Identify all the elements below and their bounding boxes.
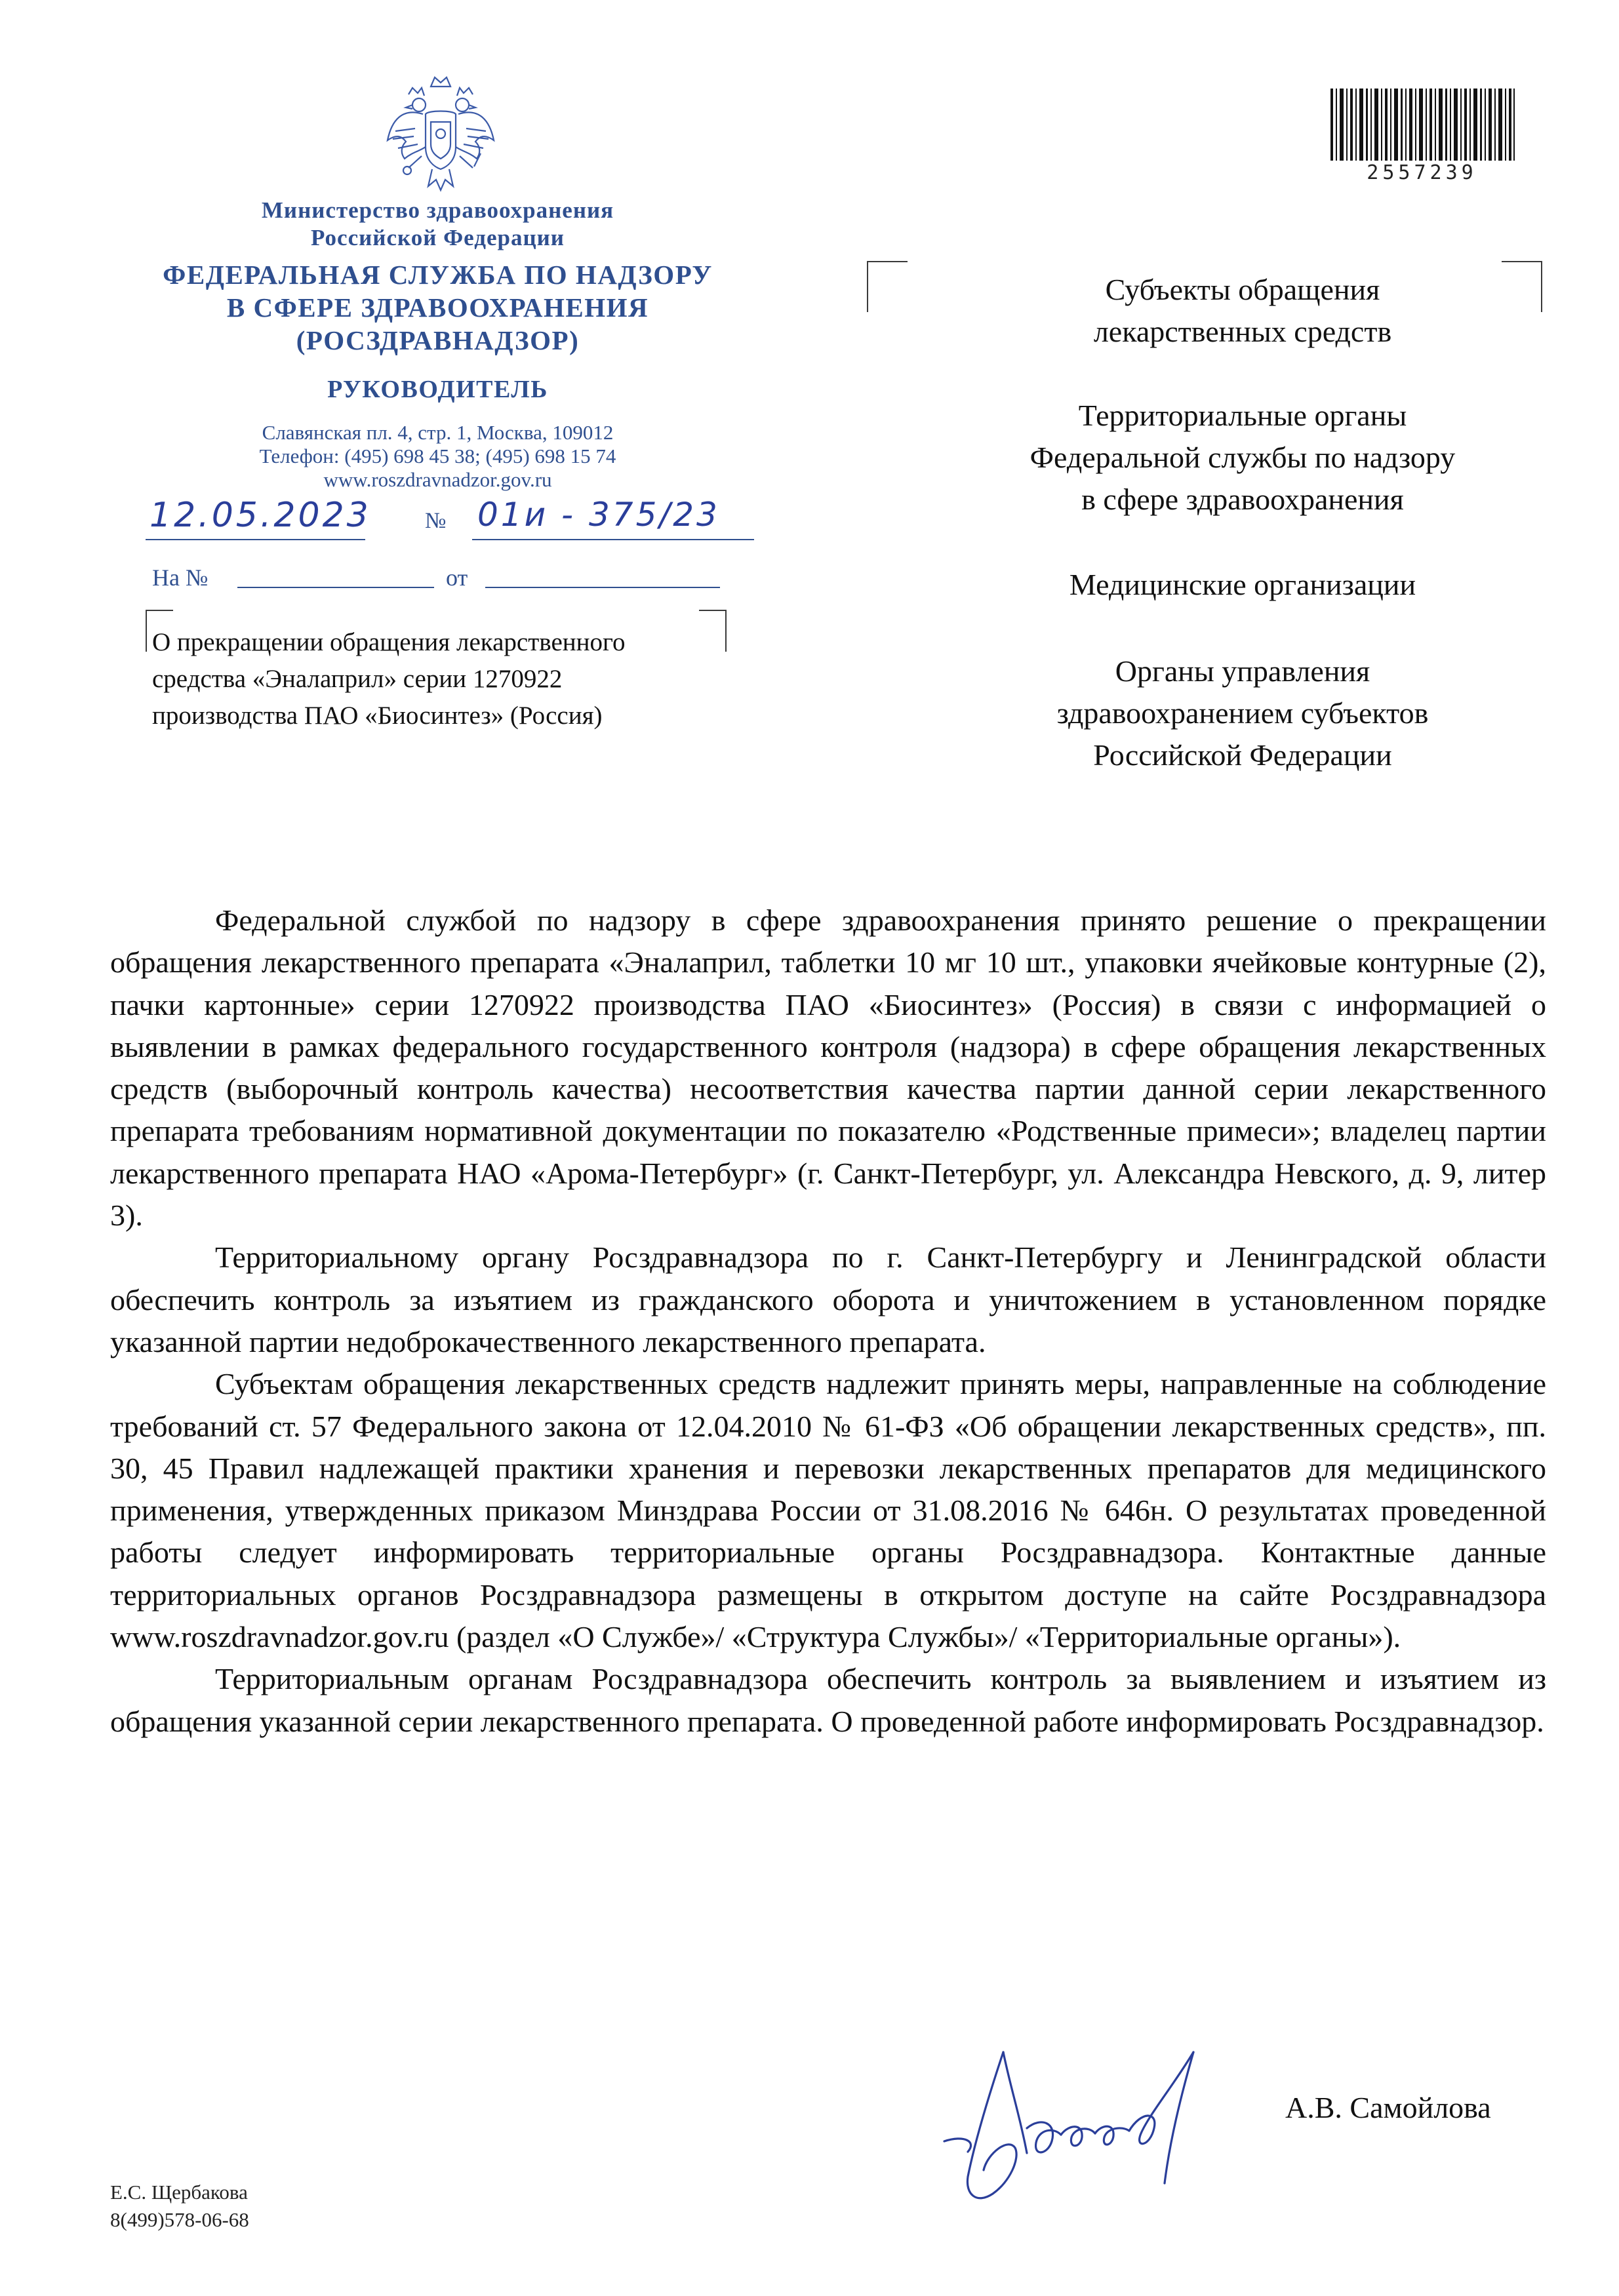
barcode-number: 2557239	[1367, 161, 1477, 184]
addressee-3	[911, 564, 1574, 606]
emblem-icon	[382, 68, 499, 197]
reply-date-line	[485, 587, 720, 588]
addressee-4-line-1: Органы управления	[1115, 654, 1370, 688]
addressee-2-line-3: в сфере здравоохранения	[1081, 483, 1404, 516]
ministry-line-1: Министерство здравоохранения	[261, 197, 614, 223]
subject-line-3: производства ПАО «Биосинтез» (Россия)	[152, 702, 603, 730]
number-symbol: №	[425, 509, 447, 533]
subject-block	[152, 624, 736, 734]
service-line-1: ФЕДЕРАЛЬНАЯ СЛУЖБА ПО НАДЗОРУ	[163, 260, 713, 290]
ministry-name	[98, 197, 777, 252]
body-paragraph-1: Федеральной службой по надзору в сфере здравоохранения принято решение о прекращении обращения лекарственного препарата «Эналаприл, таблетки 10 мг 10 шт., упаковки ячейковые контурные (2), пачки картонные» серии 1270922 производства ПАО «Биосинтез» (Россия) в связи с информацией о выявлении в рамках федерального государственного контроля (надзора) в сфере обращения лекарственных средств (выборочный контроль качества) несоответствия качества партии данной серии лекарственного препарата требованиям нормативной документации по показателю «Родственные примеси»; владелец партии лекарственного препарата НАО «Арома-Петербург» (г. Санкт-Петербург, ул. Александра Невского, д. 9, литер 3).	[110, 903, 1546, 1233]
number-underline	[472, 539, 754, 540]
addressee-2-line-2: Федеральной службы по надзору	[1029, 441, 1456, 474]
addressee-4	[911, 650, 1574, 776]
addressee-3-line-1: Медицинские организации	[1069, 568, 1416, 601]
letter-body	[110, 900, 1546, 1743]
barcode-icon	[1327, 86, 1517, 163]
registration-date: 12.05.2023	[150, 496, 371, 535]
executor-phone: 8(499)578-06-68	[110, 2208, 249, 2231]
contacts-block	[98, 421, 777, 492]
service-name	[98, 258, 777, 357]
date-underline	[146, 539, 365, 540]
address: Славянская пл. 4, стр. 1, Москва, 109012	[262, 421, 614, 444]
addressee-corner-left	[867, 261, 908, 312]
service-line-2: В СФЕРЕ ЗДРАВООХРАНЕНИЯ	[226, 292, 649, 323]
addressee-4-line-3: Российской Федерации	[1093, 738, 1392, 772]
reply-number-line	[237, 587, 434, 588]
reply-to-label: На №	[152, 564, 209, 591]
addressee-2-line-1: Территориальные органы	[1078, 399, 1407, 432]
service-line-3: (РОСЗДРАВНАДЗОР)	[296, 325, 580, 355]
website: www.roszdravnadzor.gov.ru	[323, 468, 552, 491]
reply-from-label: от	[446, 564, 468, 591]
position-title: РУКОВОДИТЕЛЬ	[327, 376, 548, 403]
subject-line-1: О прекращении обращения лекарственного	[152, 628, 626, 656]
addressee-1-line-1: Субъекты обращения	[1105, 273, 1380, 306]
addressee-4-line-2: здравоохранением субъектов	[1056, 696, 1429, 730]
executor-name: Е.С. Щербакова	[110, 2181, 248, 2204]
body-paragraph-2: Территориальному органу Росздравнадзора по г. Санкт-Петербургу и Ленинградской области обеспечить контроль за изъятием из гражданского оборота и уничтожением в установленном порядке указанной партии недоброкачественного лекарственного препарата.	[110, 1240, 1546, 1358]
body-paragraph-3: Субъектам обращения лекарственных средств надлежит принять меры, направленные на соблюдение требований ст. 57 Федерального закона от 12.04.2010 № 61-ФЗ «Об обращении лекарственных средств», пп. 30, 45 Правил надлежащей практики хранения и перевозки лекарственных препаратов для медицинского применения, утвержденных приказом Минздрава России от 31.08.2016 № 646н. О результатах проведенной работы следует информировать территориальные органы Росздравнадзора. Контактные данные территориальных органов Росздравнадзора размещены в открытом доступе на сайте Росздравнадзора www.roszdravnadzor.gov.ru (раздел «О Службе»/ «Структура Службы»/ «Территориальные органы»).	[110, 1367, 1546, 1654]
addressee-2	[911, 395, 1574, 521]
body-paragraph-4: Территориальным органам Росздравнадзора обеспечить контроль за выявлением и изъятием из обращения указанной серии лекарственного препарата. О проведенной работе информировать Росздравнадзор.	[110, 1662, 1546, 1738]
signer-name: А.В. Самойлова	[1285, 2091, 1491, 2124]
ministry-line-2: Российской Федерации	[311, 225, 565, 250]
subject-line-2: средства «Эналаприл» серии 1270922	[152, 665, 563, 693]
addressee-1-line-2: лекарственных средств	[1093, 315, 1392, 348]
phone: Телефон: (495) 698 45 38; (495) 698 15 74	[259, 445, 616, 467]
registration-number: 01и - 375/23	[477, 496, 720, 534]
addressee-1	[911, 269, 1574, 353]
signature-icon	[905, 2013, 1246, 2223]
